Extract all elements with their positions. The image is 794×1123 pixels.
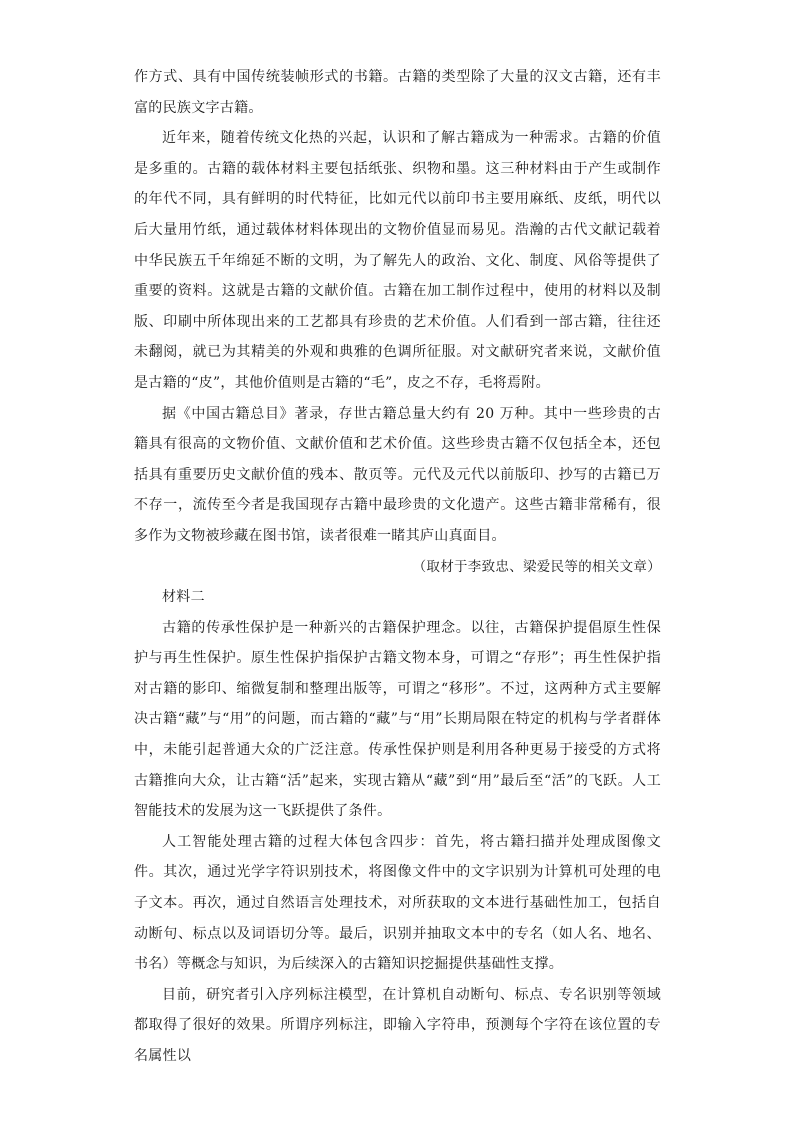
document-body [134,62,661,1072]
section-title: 材料二 [162,589,205,606]
paragraph-value-of-ancient-books: 近年来，随着传统文化热的兴起，认识和了解古籍成为一种需求。古籍的价值是多重的。古籍的载体材料主要包括纸张、织物和墨。这三种材料由于产生或制作的年代不同，具有鲜明的时代特征，比如元代以前印书主要用麻纸、皮纸，明代以后大量用竹纸，通过载体材料体现出的文物价值显而易见。浩瀚的古代文献记载着中华民族五千年绵延不断的文明，为了解先人的政治、文化、制度、风俗等提供了重要的资料。这就是古籍的文献价值。古籍在加工制作过程中，使用的材料以及制版、印刷中所体现出来的工艺都具有珍贵的艺术价值。人们看到一部古籍，往往还未翻阅，就已为其精美的外观和典雅的色调所征服。对文献研究者来说，文献价值是古籍的“皮”，其他价值则是古籍的“毛”，皮之不存，毛将焉附。 [134,130,661,391]
paragraph-sequence-labeling: 目前，研究者引入序列标注模型，在计算机自动断句、标点、专名识别等领域都取得了很好的效果。所谓序列标注，即输入字符串，预测每个字符在该位置的专名属性以 [134,986,661,1064]
paragraph-ai-processing-steps: 人工智能处理古籍的过程大体包含四步：首先，将古籍扫描并处理成图像文件。其次，通过光学字符识别技术，将图像文件中的文字识别为计算机可处理的电子文本。再次，通过自然语言处理技术，对所获取的文本进行基础性加工，包括自动断句、标点以及词语切分等。最后，识别并抽取文本中的专名（如人名、地名、书名）等概念与知识，为后续深入的古籍知识挖掘提供基础性支撑。 [134,833,661,973]
source-note: （取材于李致忠、梁爱民等的相关文章） [412,558,661,575]
paragraph-inheritance-protection: 古籍的传承性保护是一种新兴的古籍保护理念。以往，古籍保护提倡原生性保护与再生性保护。原生性保护指保护古籍文物本身，可谓之“存形”；再生性保护指对古籍的影印、缩微复制和整理出版等，可谓之“移形”。不过，这两种方式主要解决古籍“藏”与“用”的问题，而古籍的“藏”与“用”长期局限在特定的机构与学者群体中，未能引起普通大众的广泛注意。传承性保护则是利用各种更易于接受的方式将古籍推向大众，让古籍“活”起来，实现古籍从“藏”到“用”最后至“活”的飞跃。人工智能技术的发展为这一飞跃提供了条件。 [134,619,661,820]
paragraph-catalog-statistics: 据《中国古籍总目》著录，存世古籍总量大约有 20 万种。其中一些珍贵的古籍具有很高的文物价值、文献价值和艺术价值。这些珍贵古籍不仅包括全本，还包括具有重要历史文献价值的残本、散页等。元代及元代以前版印、抄写的古籍已万不存一，流传至今者是我国现存古籍中最珍贵的文化遗产。这些古籍非常稀有，很多作为文物被珍藏在图书馆，读者很难一睹其庐山真面目。 [134,405,661,544]
paragraph-continuation: 作方式、具有中国传统装帧形式的书籍。古籍的类型除了大量的汉文古籍，还有丰富的民族文字古籍。 [134,69,661,116]
